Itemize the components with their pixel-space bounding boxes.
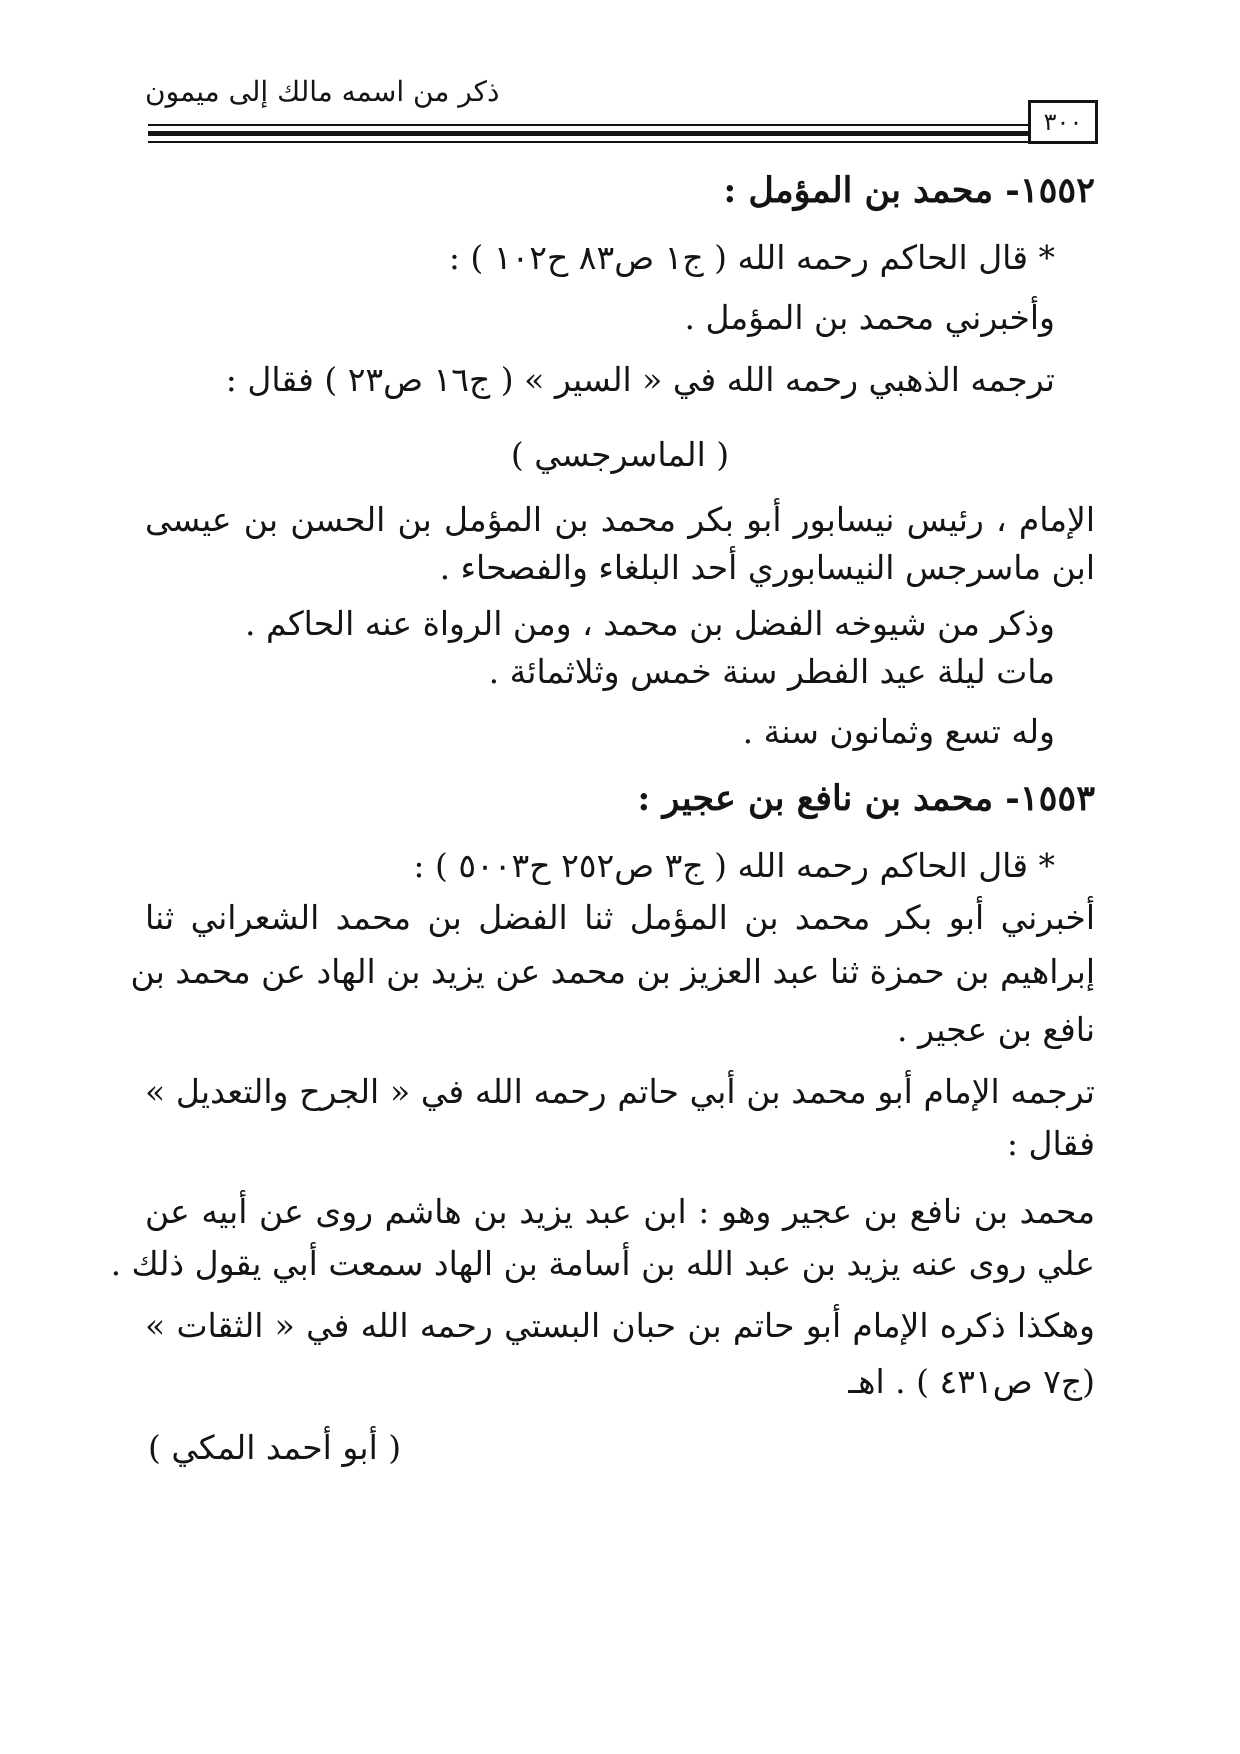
author-signature: ( أبو أحمد المكي ) (148, 1428, 402, 1467)
entry-heading-1553: ١٥٥٣- محمد بن نافع بن عجير : (637, 778, 1095, 819)
entry-line: وأخبرني محمد بن المؤمل . (684, 298, 1055, 337)
header-rule-thin-bottom (148, 141, 1028, 143)
entry-line: ابن ماسرجس النيسابوري أحد البلغاء والفصحاء . (439, 548, 1095, 587)
header-rule-thick (148, 131, 1028, 136)
entry-line: علي روى عنه يزيد بن عبد الله بن أسامة بن الهاد سمعت أبي يقول ذلك . (110, 1244, 1095, 1283)
entry-line: نافع بن عجير . (897, 1010, 1095, 1049)
entry-line: * قال الحاكم رحمه الله ( ج٣ ص٢٥٢ ح٥٠٠٣ ) : (413, 846, 1055, 885)
entry-line: الإمام ، رئيس نيسابور أبو بكر محمد بن المؤمل بن الحسن بن عيسى (145, 500, 1095, 539)
entry-line: فقال : (1006, 1124, 1095, 1163)
entry-line: وله تسع وثمانون سنة . (742, 712, 1055, 751)
page-number: ٣٠٠ (1028, 100, 1098, 144)
entry-line: ترجمه الذهبي رحمه الله في « السير » ( ج١٦ ص٢٣ ) فقال : (225, 360, 1055, 399)
entry-subtitle: ( الماسرجسي ) (510, 435, 730, 474)
running-header-title: ذكر من اسمه مالك إلى ميمون (145, 75, 500, 108)
entry-line: مات ليلة عيد الفطر سنة خمس وثلاثمائة . (488, 652, 1055, 691)
entry-line: إبراهيم بن حمزة ثنا عبد العزيز بن محمد عن يزيد بن الهاد عن محمد بن (130, 952, 1095, 991)
entry-line: وذكر من شيوخه الفضل بن محمد ، ومن الرواة عنه الحاكم . (245, 604, 1055, 643)
entry-line: أخبرني أبو بكر محمد بن المؤمل ثنا الفضل بن محمد الشعراني ثنا (145, 898, 1095, 937)
entry-line: محمد بن نافع بن عجير وهو : ابن عبد يزيد بن هاشم روى عن أبيه عن (145, 1192, 1095, 1231)
entry-heading-1552: ١٥٥٢- محمد بن المؤمل : (723, 170, 1095, 211)
entry-line: (ج٧ ص٤٣١ ) . اهـ (848, 1362, 1095, 1401)
entry-line: ترجمه الإمام أبو محمد بن أبي حاتم رحمه الله في « الجرح والتعديل » (145, 1072, 1095, 1111)
entry-line: * قال الحاكم رحمه الله ( ج١ ص٨٣ ح١٠٢ ) : (448, 238, 1055, 277)
header-rule-thin-top (148, 124, 1028, 126)
entry-line: وهكذا ذكره الإمام أبو حاتم بن حبان البستي رحمه الله في « الثقات » (145, 1306, 1095, 1345)
